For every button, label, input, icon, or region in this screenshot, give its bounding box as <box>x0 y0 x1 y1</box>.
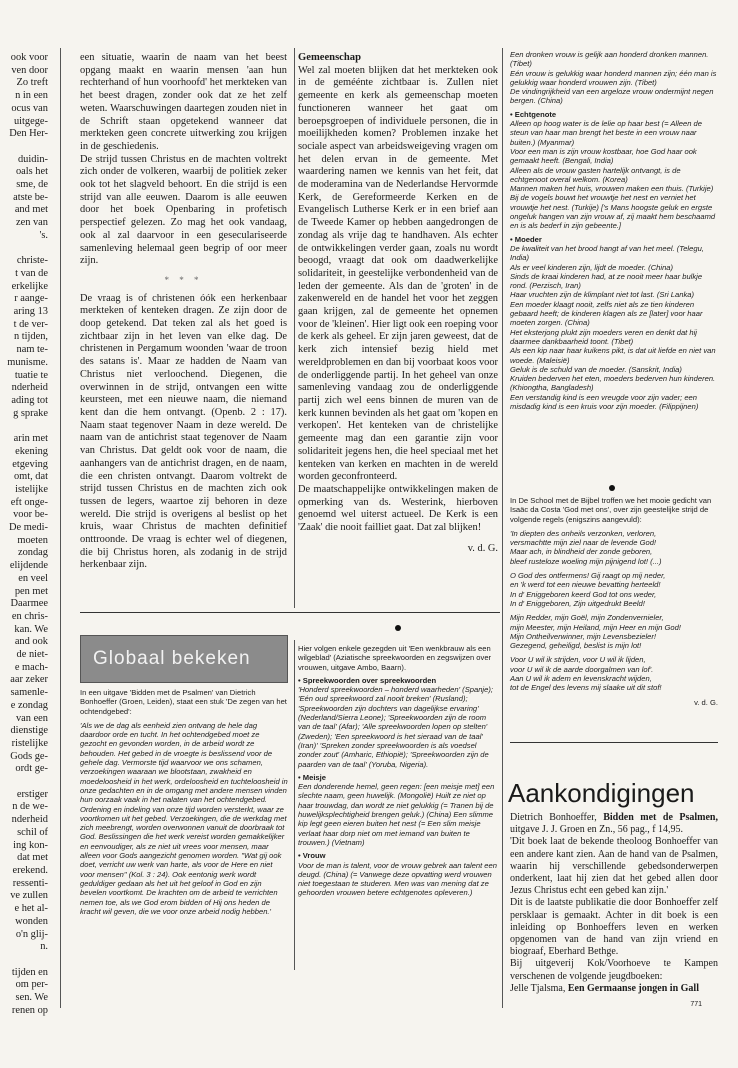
left-fragment-line: ve zullen <box>10 890 48 902</box>
proverbs-intro: Hier volgen enkele gezegden uit 'Een wenkbrauw als een wilgeblad' (Aziatische spreekwoorden en zegswijzen over vrouwen, uitgave Ambo, Baarn). <box>298 644 492 672</box>
left-fragment-line: ook voor <box>10 52 48 63</box>
poem-line: Mijn Redder, mijn Goël, mijn Zondenvernieler, <box>510 613 664 623</box>
column-rule-lower <box>294 640 295 970</box>
left-fragment-line: ristelijke <box>11 737 48 749</box>
echtgenote-item: Alleen als de vrouw gasten hartelijk ontvangt, is de echtgenoot overal welkom. (Korea) <box>510 165 681 184</box>
left-fragment-line: tijden en <box>11 966 48 978</box>
globaal-bekeken-title: Globaal bekeken <box>93 648 251 669</box>
left-fragment-line: munisme. <box>7 356 48 368</box>
globaal-column <box>80 688 288 973</box>
left-fragment-line: de niet- <box>16 649 48 661</box>
col3-paragraph-1: Wel zal moeten blijken dat het merkteken ook in de geméénte zichtbaar is. Zullen niet gemeente en kerk als gemeenschap moeten functioneren wanneer het gaat om beroepsgroepen of individuele personen, die in moeilijkheden komen? Problemen inzake het sociale aspect van arbeidsweigeving vragen om het delen ervan in de gemeente. Met waardering namen we kennis van het feit, dat de moderamina van de Nederlandse Hervormde Kerk, de Gereformeerde Kerken en de Evangelisch Lutherse Kerk er in een brief aan de Tweede Kamer op hebben aangedrongen de zondag als vrije dag te handhaven. Als echter de ontwikkelingen verder gaan, zoals nu wordt beoogd, vraagt dat ook om daadwerkelijke solidariteit, in geestelijke verbondenheid van de leden der gemeente. Als dan de 'groten' in de zakenwereld en de handel het voor het zeggen gaan krijgen, zal de gemeente het opnemen voor de 'kleinen'. Hier ligt ook een roeping voor de kerk als geheel. Er zijn jaren geweest, dat de kerk zich intensief bezig hield met wereldproblemen en dan bij voorbaat koos voor de onderliggende partij. In het geheel van onze samenleving vandaag zou de onderliggende partij zich wel eens binnen de muren van de kerk kunnen bevinden als het gaat om 'kopen en verkopen'. Het kenteken van de christelijke gemeente mag dan een garantie zijn voor solidariteit jegens hen, die heel speciaal met het kenteken van kerken en machten in de wereld worden geconfronteerd. <box>298 64 498 483</box>
heading-meisje: • Meisje <box>298 772 326 782</box>
aank-paragraph-4: Bij uitgeverij Kok/Voorhoeve te Kampen verschenen de volgende jeugdboeken: <box>510 958 718 982</box>
col2-paragraph-3: De vraag is of christenen óók een herkenbaar merkteken of kenteken dragen. Ze zijn door de doop getekend. Dat teken zal als het goed is zichtbaar zijn in het leven van elke dag. De christenen in Pergamum woonden 'waar de troon des satans is'. Maar ze hadden de Naam van Christus niet verloochend. Diegenen, die overwinnen in de strijd, ontvangen een witte keursteen, met een nieuwe naam, die niemand kent dan die hem ontvangt. (Openb. 2 : 17). Naam staat tegenover Naam in deze wereld. De naam van de antichrist staat tegenover de Naam van Christus. Dat geldt ook voor de naam, die aanhangers van de antichrist dragen, en de naam, die een christen ontvangt. Daarom voltrekt de strijd tussen Christus en de machten zich ook tussen de legers, waartoe zij behoren in deze wereld. Die strijd is overigens al beslist op het kruis, waar Christus de machten definitief onttroonde. De vraag is echter wel of diegenen, die bij Christus horen, als zodanig in de strijd herkenbaar zijn. <box>80 292 287 571</box>
left-fragment-line: Gods ge- <box>10 750 48 762</box>
bullet-dot-col4 <box>609 485 615 491</box>
poem-line: bleef rusteloze woeling mijn pijnigend lot! (...) <box>510 556 662 566</box>
column-rule-left <box>60 48 61 1008</box>
moeder-item: Haar vruchten zijn de klimplant niet tot last. (Sri Lanka) <box>510 290 695 300</box>
left-fragment-line: etgeving <box>12 458 48 470</box>
left-fragment-line: eft onge- <box>10 496 48 508</box>
heading-vrouw: • Vrouw <box>298 851 326 861</box>
poem-line: 'In diepten des onheils verzonken, verloren, <box>510 528 657 538</box>
left-fragment-line: schil of <box>17 826 48 838</box>
col2-paragraph-2: De strijd tussen Christus en de machten voltrekt zich onder de volkeren, waarbij de politiek zeker ook tot het slagveld behoort. En die strijd is een strijd van alle eeuwen. Daarom is alle eeuwen door het boek Openbaring in profetisch perspectief gelezen. Zo mag het ook vandaag, ook al zal daarvoor in een geseculariseerde samenleving helemaal geen begrip of oor meer zijn. <box>80 153 287 267</box>
left-fragment-line: Daarmee <box>10 598 48 610</box>
left-fragment-line: and met <box>14 204 48 216</box>
left-fragment-line: e zondag <box>10 699 48 711</box>
left-fragment-line: dat met <box>17 852 48 864</box>
proverbs-section-3: Voor de man is talent, voor de vrouw gebrek aan talent een deugd. (China) (= Vanwege deze opvatting werd vrouwen niet toegestaan te studeren. Men was van mening dat ze gehoorden vrouwen betere echtgenotes opleveren.) <box>298 860 497 898</box>
left-fragment-line: ading tot <box>11 394 48 406</box>
poem-stanza <box>510 571 718 608</box>
left-fragment-line: Zo treft <box>16 77 48 89</box>
poem-stanza <box>510 613 718 650</box>
moeder-item: Kruiden bederven het eten, moeders bederven hun kinderen. (Khiongtha, Bangladesh) <box>510 374 716 393</box>
left-fragment-line: omt, dat <box>13 471 48 483</box>
poem-stanza <box>510 529 718 566</box>
left-fragment-line: ocus van <box>11 102 48 114</box>
heading-moeder: • Moeder <box>510 234 542 244</box>
left-column-fragments <box>0 52 48 1016</box>
poem-line: O God des ontfermens! Gij raagt op mij neder, <box>510 571 666 581</box>
col3-signature: v. d. G. <box>467 542 498 554</box>
section-rule-lower <box>80 612 500 613</box>
poem-signature: v. d. G. <box>694 697 718 707</box>
left-fragment-line: wonden <box>15 915 48 927</box>
left-fragment-line: dienstige <box>10 725 48 737</box>
poem-line: tot de Engel des levens mij slaake uit dit stof! <box>510 683 662 693</box>
globaal-quote-2: Ordening en indeling van onze tijd worden versterkt, waar ze voortkomen uit het gebed. Verzoekingen, die de werkdag met zich meebrengt, worden overwonnen vanuit de doorbraak tot God. Beslissingen die het werk vereist worden gemakkelijker en eenvoudiger, als ze niet uit vrees voor mensen, maar alleen voor Gods aangezicht genomen worden. "Wat gij ook doet, verricht uw werk van harte, als voor de Here en niet voor mensen" (Kol. 3 : 24). Ook eentonig werk wordt geduldiger gedaan als het uit het geloof in God en zijn bevelen voortkomt. De krachten om de arbeid te verrichten nemen toe, als we God erom bidden of Hij ons heden de kracht wil geven, die we voor onze arbeid nodig hebben.' <box>80 804 287 916</box>
left-fragment-line: elijdende <box>9 560 48 572</box>
echtgenote-item: Mannen maken het huis, vrouwen maken een thuis. (Turkije) <box>510 184 714 194</box>
bullet-dot-lower <box>395 625 401 631</box>
left-fragment-line: om per- <box>15 979 48 991</box>
left-fragment-line: ven door <box>11 64 48 76</box>
proverbs-section-1: 'Honderd spreekwoorden – honderd waarheden' (Spanje); 'Eén oud spreekwoord zal nooit breken' (Rusland); 'Spreekwoorden zijn dochters van dagelijkse ervaring' (Nederland/Sierra Leone); 'Spreekwoorden zijn de room van de taal' (Afar); 'Alle spreekwoorden lopen op stelten' (Zweden); 'Een spreekwoord is het sieraad van de taal' (Iran)' 'Spreken zonder spreekwoorden is als voedsel zonder zout' (Amharic, Ethiopië); 'Spreekwoorden zijn de paarden van de taal' (Yoruba, Nigeria). <box>298 685 493 769</box>
poem-line: versmachtte mijn ziel naar de levende God! <box>510 538 657 548</box>
left-fragment-line: arin met <box>13 433 48 445</box>
echtgenote-item: Alleen op hoog water is de lelie op haar best (= Alleen de steun van haar man brengt het beste in een vrouw naar buiten.) (Myanmar) <box>510 119 703 147</box>
left-fragment-line <box>0 776 48 789</box>
proverbs-column <box>298 644 498 974</box>
left-fragment-line: tuatie te <box>14 369 48 381</box>
section-heading-gemeenschap: Gemeenschap <box>298 52 361 63</box>
left-fragment-line: and ook <box>14 636 48 648</box>
poem-intro: In De School met de Bijbel troffen we het mooie gedicht van Isaäc da Costa 'God met ons', over zijn geestelijke strijd de volgende regels (enigszins aangevuld): <box>510 496 712 524</box>
left-fragment-line: samenle- <box>10 687 48 699</box>
left-fragment-line: pen met <box>14 585 48 597</box>
poem-line: en 'k werd tot een nieuwe bevatting herteeld! <box>510 580 661 590</box>
left-fragment-line: t de ver- <box>13 318 48 330</box>
echtgenote-item: Voor een man is zijn vrouw kostbaar, hoe God haar ook gemaakt heeft. (Bengali, India) <box>510 146 697 166</box>
echtgenote-item: Bij de vogels bouwt het vrouwtje het nest en verniet het vrouwtje het nest. (Turkije) ['s Mans hoogste geluk en ergste ongeluk hangen van zijn vrouw af, zij maakt hem beschaamd en is als bederf in zijn gebeente.] <box>510 193 716 231</box>
aank-book-line-2 <box>510 983 718 995</box>
article-column-2 <box>80 52 287 612</box>
left-fragment-line: n tijden, <box>13 331 48 343</box>
left-fragment-line: oals het <box>15 166 48 178</box>
left-fragment-line: erekend. <box>12 865 48 876</box>
poem-line: Maar ach, in blindheid der zonde geboren, <box>510 547 653 557</box>
poem-line: Aan U wil ik adem en levenskracht wijden, <box>510 674 652 684</box>
left-fragment-line: Den Her- <box>9 128 48 140</box>
left-fragment-line: nderheid <box>11 382 48 394</box>
left-fragment-line: nam te- <box>16 344 48 356</box>
left-fragment-line: o'n glij- <box>15 928 48 940</box>
left-fragment-line: erstiger <box>16 788 48 800</box>
tibet-proverb-2: Eén vrouw is gelukkig waar honderd mannen zijn; één man is gelukkig waar honderd vrouwen zijn. (Tibet) <box>510 68 717 87</box>
section-stars: * * * <box>164 274 203 285</box>
left-fragment-line: kan. We <box>14 623 48 635</box>
aank-book-title: Bidden met de Psalmen, <box>603 812 718 823</box>
left-fragment-line: e mach- <box>14 661 48 673</box>
poem-line: Mijn Ontheilverwinner, mijn Levensbezieler! <box>510 631 657 641</box>
poem-line: mijn Meester, mijn Heiland, mijn Heer en mijn God! <box>510 622 681 632</box>
aank-author: Dietrich Bonhoeffer, <box>510 812 604 823</box>
heading-spreekwoorden: • Spreekwoorden over spreekwoorden <box>298 675 437 685</box>
column-rule-2 <box>294 48 295 608</box>
globaal-bekeken-banner <box>80 635 288 683</box>
poem-line: voor U wil ik de aarde doorgalmen van lof'. <box>510 664 654 674</box>
left-fragment-line: en chris- <box>11 610 48 622</box>
left-fragment-line: r aange- <box>14 293 48 305</box>
left-fragment-line: ressenti- <box>12 877 48 889</box>
left-fragment-line <box>0 243 48 256</box>
left-fragment-line: nderheid <box>11 814 48 826</box>
article-column-3 <box>298 52 498 612</box>
aank-author-2: Jelle Tjalsma, <box>510 982 568 994</box>
left-fragment-line: zondag <box>17 547 48 559</box>
moeder-item: Het eksterjong plukt zijn moeders veren en denkt dat hij daarmee dankbaarheid toont. (Tibet) <box>510 327 697 346</box>
poem-line: Gezegend, geheiligd, beslist is mijn lot! <box>510 641 642 651</box>
poem-stanza <box>510 655 718 692</box>
left-fragment-line <box>0 954 48 967</box>
moeder-item: Sinds de kraai kinderen had, at ze nooit meer haar bulkje rond. (Perzisch, Iran) <box>510 271 703 291</box>
left-fragment-line: g sprake <box>13 407 48 419</box>
moeder-item: De kwaliteit van het brood hangt af van het meel. (Telegu, India) <box>510 243 704 263</box>
moeder-item: Geluk is de schuld van de moeder. (Sanskrit, India) <box>510 364 682 374</box>
section-rule-col4 <box>510 742 718 743</box>
left-fragment-line: moeten <box>17 534 48 546</box>
left-fragment-line: De medi- <box>9 522 48 534</box>
left-fragment-line: atste be- <box>13 191 48 203</box>
left-fragment-line: e het al- <box>14 903 48 915</box>
aank-book-line <box>510 812 718 836</box>
left-fragment-line <box>0 420 48 433</box>
aank-paragraph-3: Dit is de laatste publikatie die door Bonhoeffer zelf persklaar is gemaakt. Achter in dit boek is een inleiding op Bonhoeffers leven en werken opgenomen van de hand van zijn vriend en biograaf, Eberhard Bethge. <box>510 897 718 958</box>
proverbs-section-2: Een donderende hemel, geen regen: [een meisje met] een slechte naam, geen huwelijk. (Mongolië) Huilt ze niet op haar trouwdag, dan wordt ze niet gelukkig (= Tranen bij de huwelijksplechtigheid brengen geluk.) (China) Een slimme kip legt geen eieren buiten het nest (= Een slim meisje verlaat haar dorp niet om met iemand van buiten te trouwen.) (Vietnam) <box>298 782 495 847</box>
left-fragment-line: 's. <box>39 229 48 241</box>
aank-publisher: uitgave J. J. Groen en Zn., 56 pag., f 14,95. <box>510 824 684 836</box>
left-fragment-line: van een <box>15 712 48 724</box>
tibet-proverb-1: Een dronken vrouw is gelijk aan honderd dronken mannen. (Tibet) <box>510 50 709 69</box>
poem-stanzas <box>510 529 718 693</box>
left-fragment-line: sen. We <box>15 992 48 1004</box>
left-fragment-line: aar zeker <box>10 674 48 686</box>
globaal-quote: 'Als we de dag als eenheid zien ontvang de hele dag daardoor orde en tucht. In het ochtendgebed moet ze gezocht en gevonden worden, in de arbeid wordt ze behouden. Het gebed in de vroegte is beslissend voor de gehele dag. Vermorste tijd waarvoor we ons schamen, verzoekingen waaraan we blootstaan, zwakheid en moedeloosheid in het werk, ordeloosheid en tuchteloosheid in onze gedachten en in de omgang met andere mensen vinden hun oorzaak vaak in het nalaten van het ochtendgebed. <box>80 720 288 805</box>
poem-line: Voor U wil ik strijden, voor U wil ik lijden, <box>510 655 646 665</box>
column-rule-3 <box>502 48 503 1008</box>
left-fragment-line: sme, de <box>16 179 48 191</box>
poem-block <box>510 496 718 736</box>
aank-book-title-2: Een Germaanse jongen in Gall <box>567 982 699 994</box>
left-fragment-line: renen op <box>11 1004 48 1016</box>
left-fragment-line: n de we- <box>12 801 48 813</box>
page-number: 771 <box>690 1001 702 1008</box>
moeder-item: Als een kip naar haar kuikens pikt, is dat uit liefde en niet van woede. (Maleisië) <box>510 346 716 365</box>
left-fragment-line: erkelijke <box>11 280 48 292</box>
left-fragment-line: ordt ge- <box>15 763 48 775</box>
left-fragment-line: n in een <box>15 90 48 102</box>
moeder-item: Als er veel kinderen zijn, lijdt de moeder. (China) <box>510 262 674 272</box>
left-fragment-line: ing kon- <box>13 839 48 851</box>
left-fragment-line: duidin- <box>17 153 48 165</box>
left-fragment-line: uitgege- <box>13 115 48 127</box>
article-column-4 <box>510 50 718 540</box>
left-fragment-line: en veel <box>18 572 48 584</box>
left-fragment-line: christe- <box>16 255 48 267</box>
left-fragment-line: n. <box>40 941 48 953</box>
poem-line: In d' Eniggeboren keerd God tot ons weder, <box>510 589 657 599</box>
col3-paragraph-2: De maatschappelijke ontwikkelingen maken de opmerking van ds. Westerink, hierboven genoemd wel uiterst actueel. De Kerk is een 'Zaak' die nooit failliet gaat. Dat zal blijken! <box>298 483 498 534</box>
left-fragment-line: t van de <box>15 267 48 279</box>
left-fragment-line: istelijke <box>15 483 48 495</box>
left-fragment-line: aring 13 <box>13 306 48 318</box>
tibet-proverb-3: De vindingrijkheid van een argeloze vrouw ondermijnt negen bergen. (China) <box>510 87 714 106</box>
globaal-intro: In een uitgave 'Bidden met de Psalmen' van Dietrich Bonhoeffer (Groen, Leiden), staat een stuk 'De zegen van het ochtendgebed': <box>80 688 287 716</box>
poem-line: In d' Eniggeboren, Zijn uitgedrukt Beeld! <box>510 598 645 608</box>
col2-paragraph-1: een situatie, waarin de naam van het beest opgang maakt en waarin mensen 'aan hun rechterhand of hun voorhoofd' het merkteken van het beest dragen, zonder ook dat ze het zelf weten. Waarschuwingen daartegen zouden niet in de Schrift staan opgetekend wanneer dat merkteken geen concrete uitwerking zou krijgen in de geschiedenis. <box>80 52 287 152</box>
aank-paragraph-2: 'Dit boek laat de bekende theoloog Bonhoeffer van een andere kant zien. Aan de hand van de Psalmen, waarin hij verschillende gebedsonderwerpen onderkent, laat hij zien dat het gebed allen door Jezus Christus echt een gebed kan zijn.' <box>510 836 718 897</box>
left-fragment-line: zen van <box>15 217 48 229</box>
left-fragment-line: ekening <box>15 445 48 457</box>
aankondigingen-title: Aankondigingen <box>508 778 695 808</box>
heading-echtgenote: • Echtgenote <box>510 109 557 119</box>
left-fragment-line: voor be- <box>13 509 48 521</box>
moeder-item: Een verstandig kind is een vreugde voor zijn vader; een misdadig kind is een kruis voor zijn moeder. (Filippijnen) <box>510 392 699 411</box>
left-fragment-line <box>0 141 48 154</box>
aankondigingen-column <box>510 812 718 997</box>
moeder-item: Een moeder klaagt nooit, zelfs niet als ze tien kinderen gebaard heeft; de kinderen klagen als ze [later] voor haar moeten zorgen. (China) <box>510 299 703 328</box>
